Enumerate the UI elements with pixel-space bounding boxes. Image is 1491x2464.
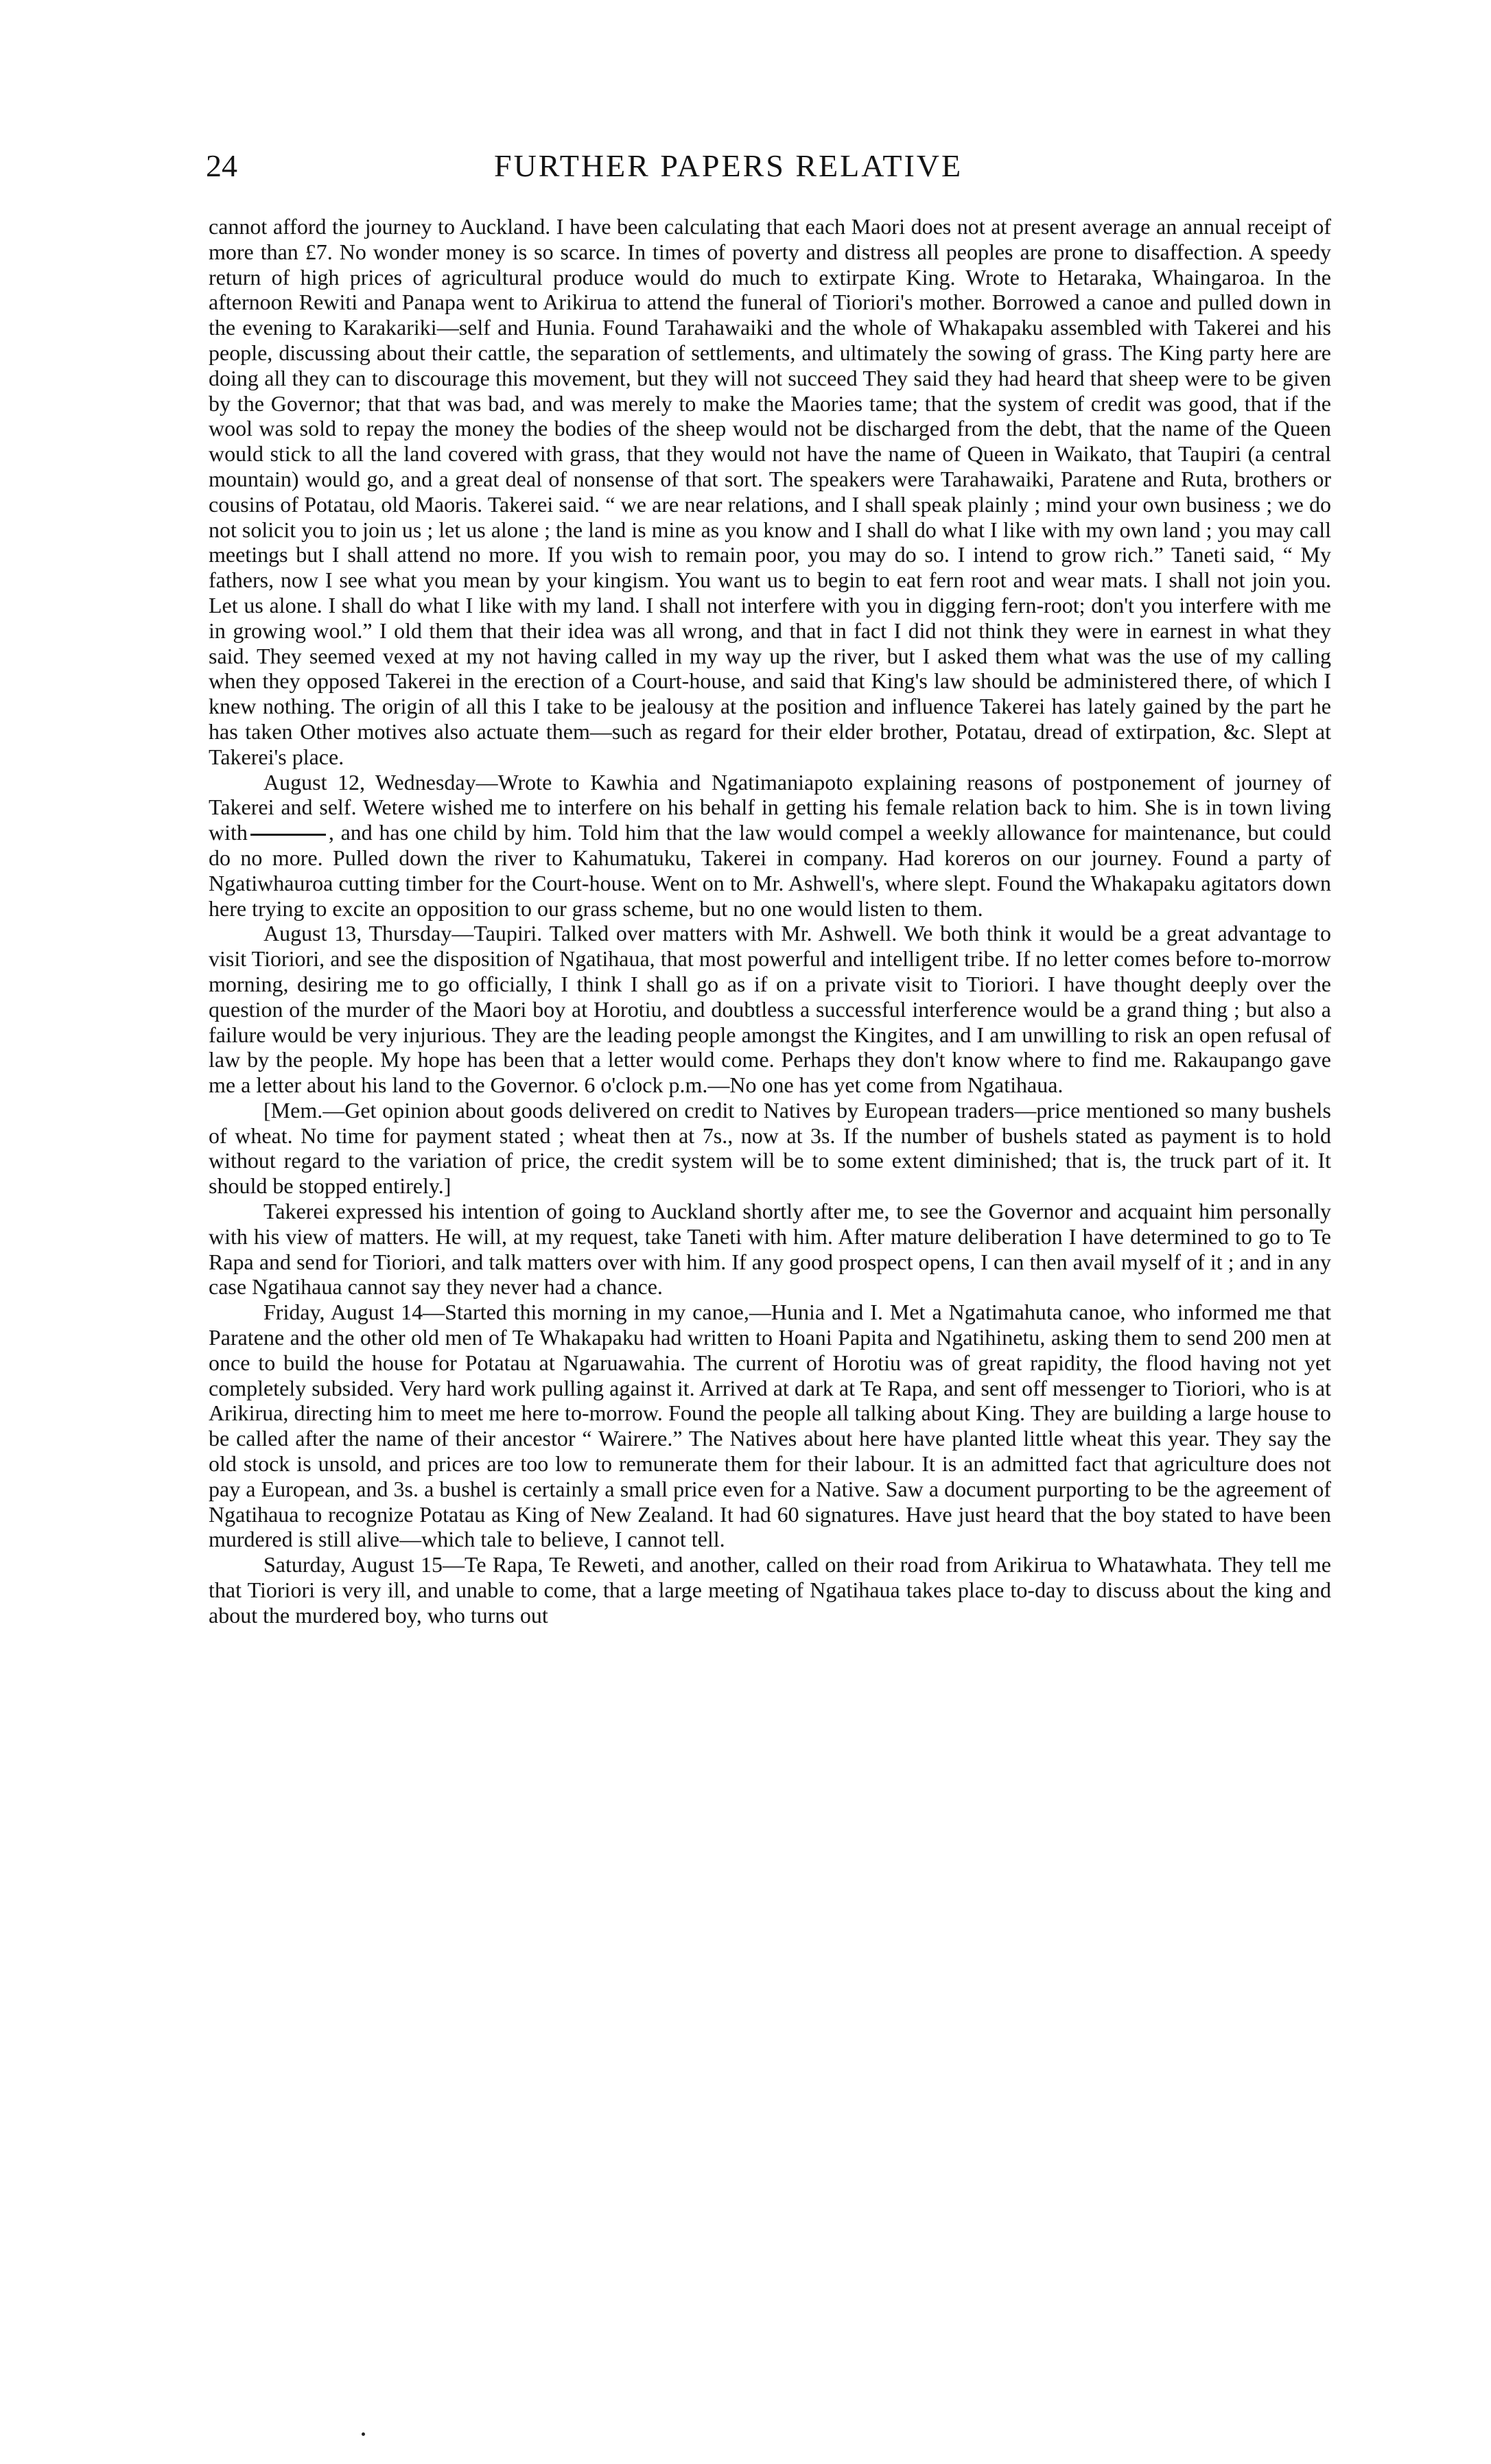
memorandum-paragraph: [209, 1098, 1331, 1199]
page-number: 24: [206, 148, 237, 183]
paragraph: [209, 770, 1331, 922]
paragraph-text: Takerei expressed his intention of going to Auckland shortly after me, to see the Governor and acquaint him personally with his view of matters. He will, at my request, take Taneti with him. After mature deliberation I have determined to go to Te Rapa and send for Tioriori, and talk matters over with him. If any good prospect opens, I can then avail myself of it ; and in any case Ngatihaua cannot say they never had a chance.: [209, 1199, 1331, 1300]
paragraph-text: August 12, Wednesday—Wrote to Kawhia and Ngatimaniapoto explaining reasons of postponement of journey of Takerei and self. Wetere wished me to interfere on his behalf in getting his female relation back to him. She is in town living with: [209, 769, 1331, 845]
running-header: [206, 145, 1331, 187]
paragraph-text: [Mem.—Get opinion about goods delivered on credit to Natives by European traders—price mentioned so many bushels of wheat. No time for payment stated ; wheat then at 7s., now at 3s. If the number of bushels stated as payment is to hold without regard to the variation of price, the credit system will be to some extent diminished; that is, the truck part of it. It should be stopped entirely.]: [209, 1097, 1331, 1199]
paragraph: [209, 1300, 1331, 1552]
paragraph: [209, 921, 1331, 1098]
paragraph-text: , and has one child by him. Told him that the law would compel a weekly allowance for maintenance, but could do no more. Pulled down the river to Kahumatuku, Takerei in company. Had koreros on our journey. Found a party of Ngatiwhauroa cutting timber for the Court-house. Went on to Mr. Ashwell's, where slept. Found the Whakapaku agitators down here trying to excite an opposition to our grass scheme, but no one would listen to them.: [209, 820, 1331, 921]
running-title: FURTHER PAPERS RELATIVE: [494, 148, 963, 183]
print-speck: [362, 2432, 365, 2436]
paragraph: [209, 214, 1331, 770]
paragraph: [209, 1199, 1331, 1300]
paragraph-text: cannot afford the journey to Auckland. I have been calculating that each Maori does not at present average an annual receipt of more than £7. No wonder money is so scarce. In times of poverty and distress all peoples are prone to disaffection. A speedy return of high prices of agricultural produce would do much to extirpate King. Wrote to Hetaraka, Whaingaroa. In the afternoon Rewiti and Panapa went to Arikirua to attend the funeral of Tioriori's mother. Borrowed a canoe and pulled down in the evening to Karakariki—self and Hunia. Found Tarahawaiki and the whole of Whakapaku assembled with Takerei and his people, discussing about their cattle, the separation of settlements, and ultimately the sowing of grass. The King party here are doing all they can to discourage this movement, but they will not succeed They said they had heard that sheep were to be given by the Governor; that that was bad, and was merely to make the Maories tame; that the system of credit was good, that if the wool was sold to repay the money the bodies of the sheep would not be discharged from the debt, that the name of the Queen would stick to all the land covered with grass, that they would not have the name of Queen in Waikato, that Taupiri (a central mountain) would go, and a great deal of nonsense of that sort. The speakers were Tarahawaiki, Paratene and Ruta, brothers or cousins of Potatau, old Maoris. Takerei said. “ we are near relations, and I shall speak plainly ; mind your own business ; we do not solicit you to join us ; let us alone ; the land is mine as you know and I shall do what I like with my own land ; you may call meetings but I shall attend no more. If you wish to remain poor, you may do so. I intend to grow rich.” Taneti said, “ My fathers, now I see what you mean by your kingism. You want us to begin to eat fern root and wear mats. I shall not join you. Let us alone. I shall do what I like with my land. I shall not interfere with you in digging fern-root; don't you interfere with me in growing wool.” I old them that their idea was all wrong, and that in fact I did not think they were in earnest in what they said. They seemed vexed at my not having called in my way up the river, but I asked them what was the use of my calling when they opposed Takerei in the erection of a Court-house, and said that King's law should be administered there, of which I knew nothing. The origin of all this I take to be jealousy at the position and influence Takerei has lately gained by the part he has taken Other motives also actuate them—such as regard for their elder brother, Potatau, dread of extirpation, &c. Slept at Takerei's place.: [209, 214, 1331, 769]
redacted-name-rule: [250, 834, 326, 836]
paragraph-text: Saturday, August 15—Te Rapa, Te Reweti, and another, called on their road from Arikirua to Whatawhata. They tell me that Tioriori is very ill, and unable to come, that a large meeting of Ngatihaua takes place to-day to discuss about the king and about the murdered boy, who turns out: [209, 1552, 1331, 1628]
body-text: [209, 214, 1331, 1628]
paragraph-text: August 13, Thursday—Taupiri. Talked over matters with Mr. Ashwell. We both think it would be a great advantage to visit Tioriori, and see the disposition of Ngatihaua, that most powerful and intelligent tribe. If no letter comes before to-morrow morning, desiring me to go officially, I think I shall go as if on a private visit to Tioriori. I have thought deeply over the question of the murder of the Maori boy at Horotiu, and doubtless a successful interference would be a grand thing ; but also a failure would be very injurious. They are the leading people amongst the Kingites, and I am unwilling to risk an open refusal of law by the people. My hope has been that a letter would come. Perhaps they don't know where to find me. Rakaupango gave me a letter about his land to the Governor. 6 o'clock p.m.—No one has yet come from Ngatihaua.: [209, 921, 1331, 1098]
paragraph: [209, 1552, 1331, 1628]
paragraph-text: Friday, August 14—Started this morning in my canoe,—Hunia and I. Met a Ngatimahuta canoe, who informed me that Paratene and the other old men of Te Whakapaku had written to Hoani Papita and Ngatihinetu, asking them to send 200 men at once to build the house for Potatau at Ngaruawahia. The current of Horotiu was of great rapidity, the flood having not yet completely subsided. Very hard work pulling against it. Arrived at dark at Te Rapa, and sent off messenger to Tioriori, who is at Arikirua, directing him to meet me here to-morrow. Found the people all talking about King. They are building a large house to be called after the name of their ancestor “ Wairere.” The Natives about here have planted little wheat this year. They say the old stock is unsold, and prices are too low to remunerate them for their labour. It is an admitted fact that agriculture does not pay a European, and 3s. a bushel is certainly a small price even for a Native. Saw a document purporting to be the agreement of Ngatihaua to recognize Potatau as King of New Zealand. It had 60 signatures. Have just heard that the boy stated to have been murdered is still alive—which tale to believe, I cannot tell.: [209, 1300, 1331, 1552]
